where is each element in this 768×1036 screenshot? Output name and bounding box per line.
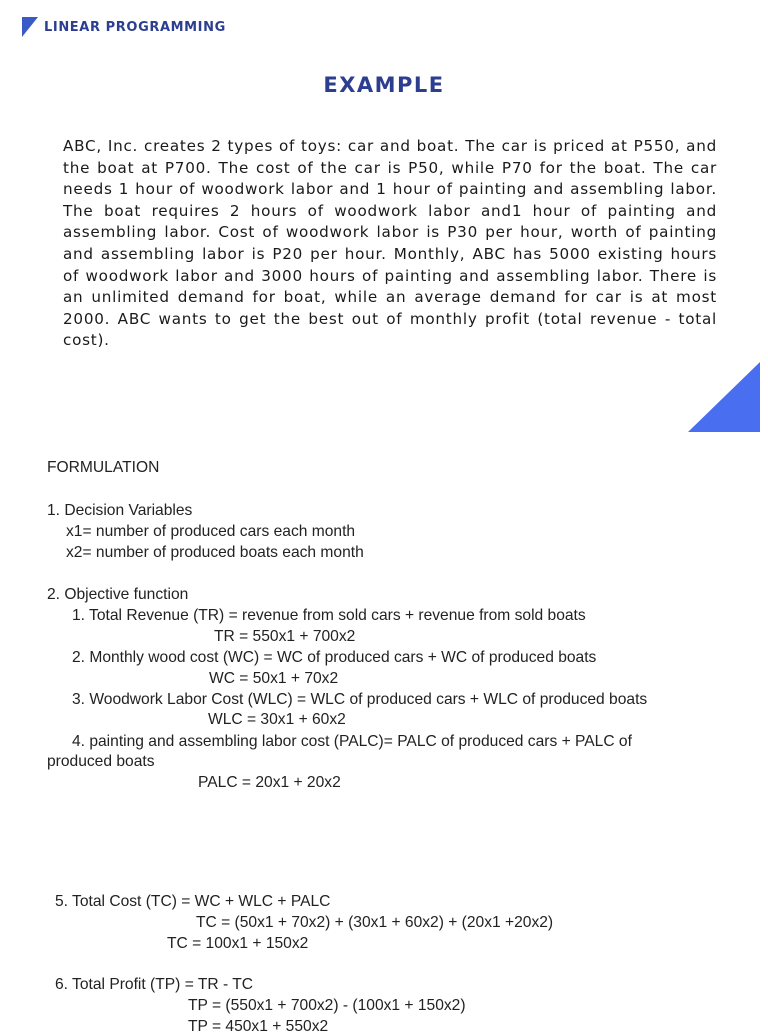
decision-variables-heading: 1. Decision Variables bbox=[47, 502, 193, 519]
formulation-heading: FORMULATION bbox=[47, 459, 160, 476]
palc-equation: PALC = 20x1 + 20x2 bbox=[198, 774, 341, 791]
wc-label: 2. Monthly wood cost (WC) = WC of produced cars + WC of produced boats bbox=[72, 649, 597, 666]
tc-simplified-equation: TC = 100x1 + 150x2 bbox=[167, 935, 309, 952]
tc-equation: TC = (50x1 + 70x2) + (30x1 + 60x2) + (20x1 +20x2) bbox=[196, 914, 554, 931]
palc-label: 4. painting and assembling labor cost (PALC)= PALC of produced cars + PALC of bbox=[72, 733, 632, 750]
tc-label: 5. Total Cost (TC) = WC + WLC + PALC bbox=[55, 893, 331, 910]
tp-equation: TP = (550x1 + 700x2) - (100x1 + 150x2) bbox=[188, 997, 466, 1014]
palc-label-continued: produced boats bbox=[47, 753, 155, 770]
tr-equation: TR = 550x1 + 700x2 bbox=[214, 628, 356, 645]
triangle-mark-icon bbox=[22, 17, 38, 37]
wlc-equation: WLC = 30x1 + 60x2 bbox=[208, 711, 346, 728]
wlc-label: 3. Woodwork Labor Cost (WLC) = WLC of produced cars + WLC of produced boats bbox=[72, 691, 648, 708]
wc-equation: WC = 50x1 + 70x2 bbox=[209, 670, 339, 687]
variable-x2: x2= number of produced boats each month bbox=[66, 544, 364, 561]
tp-label: 6. Total Profit (TP) = TR - TC bbox=[55, 976, 254, 993]
tp-simplified-equation: TP = 450x1 + 550x2 bbox=[188, 1018, 329, 1035]
brand-header bbox=[22, 16, 226, 38]
brand-title: LINEAR PROGRAMMING bbox=[44, 19, 226, 35]
objective-heading: 2. Objective function bbox=[47, 586, 189, 603]
page-title: EXAMPLE bbox=[323, 73, 445, 97]
tr-label: 1. Total Revenue (TR) = revenue from sold cars + revenue from sold boats bbox=[72, 607, 586, 624]
problem-statement: ABC, Inc. creates 2 types of toys: car and boat. The car is priced at P550, and the boat at P700. The cost of the car is P50, while P70 for the boat. The car needs 1 hour of woodwork labor and 1 hour of painting and assembling labor. The boat requires 2 hours of woodwork labor and1 hour of painting and assembling labor. Cost of woodwork labor is P30 per hour, worth of painting and assembling labor is P20 per hour. Monthly, ABC has 5000 existing hours of woodwork labor and 3000 hours of painting and assembling labor. There is an unlimited demand for boat, while an average demand for car is at most 2000. ABC wants to get the best out of monthly profit (total revenue - total cost). bbox=[63, 137, 717, 350]
decorative-triangle-icon bbox=[688, 362, 760, 432]
variable-x1: x1= number of produced cars each month bbox=[66, 523, 356, 540]
